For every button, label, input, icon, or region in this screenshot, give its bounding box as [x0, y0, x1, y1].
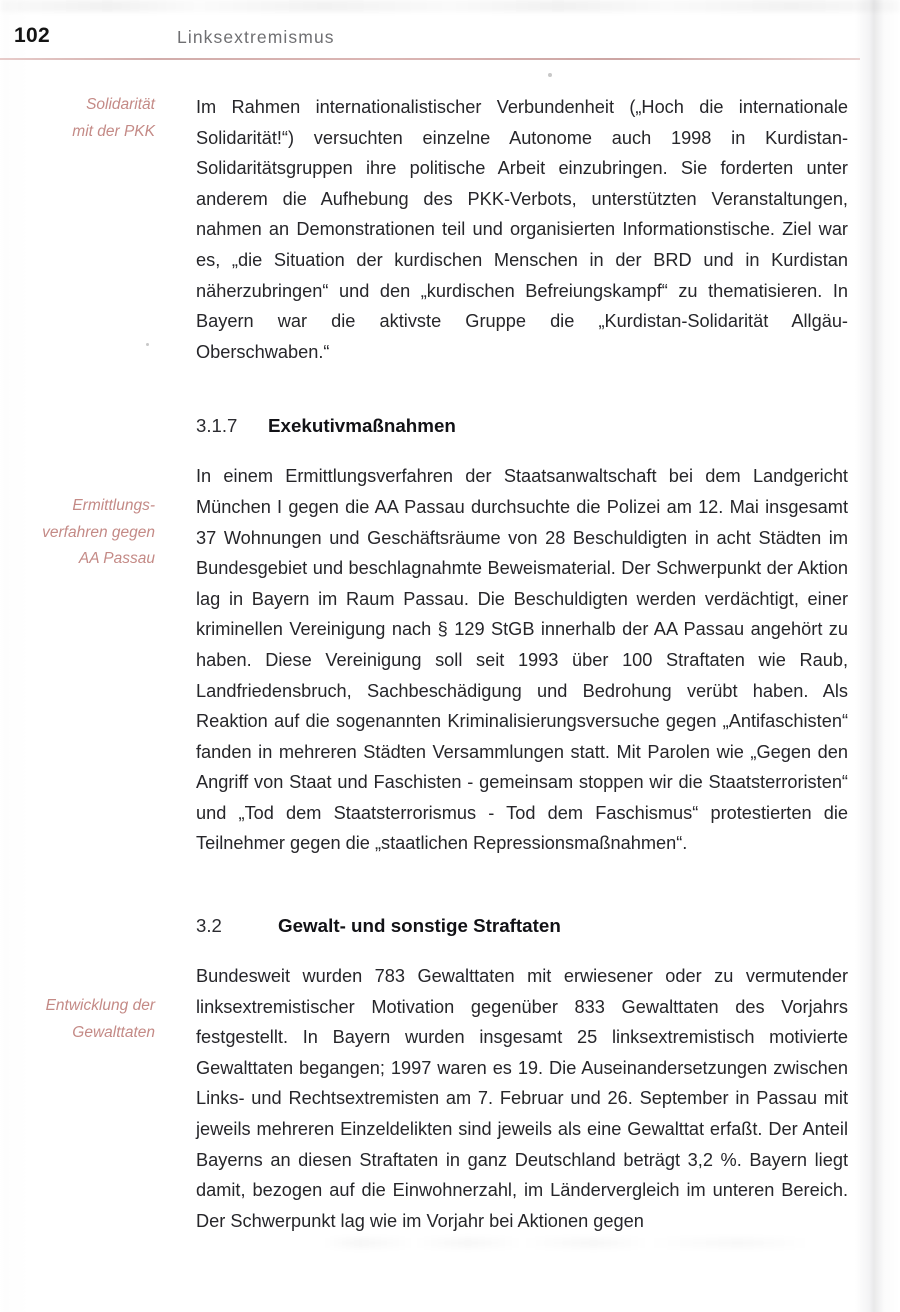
- heading-title: Exekutivmaßnahmen: [268, 415, 456, 437]
- page-number: 102: [14, 24, 50, 47]
- page-content: [0, 92, 900, 1236]
- spacer: [0, 367, 900, 415]
- heading-3-1-7: [196, 415, 848, 437]
- marginal-note-entwicklung: Entwicklung der Gewalttaten: [45, 997, 155, 1041]
- spacer: [0, 437, 900, 461]
- scan-artifact-top: [0, 0, 900, 12]
- section-block-gewalttaten: [0, 961, 900, 1236]
- running-head-title: Linksextremismus: [177, 27, 335, 47]
- marginal-note-ermittlungsverfahren: Ermittlungs- verfahren gegen AA Passau: [42, 497, 155, 568]
- running-head: [14, 24, 862, 54]
- heading-number: 3.1.7: [196, 415, 238, 437]
- spacer: [0, 859, 900, 915]
- section-block-pkk: [0, 92, 900, 367]
- heading-3-2: [196, 915, 848, 937]
- heading-title: Gewalt- und sonstige Straftaten: [278, 915, 561, 937]
- section-block-ermittlungsverfahren: [0, 461, 900, 859]
- scan-speck: [548, 73, 552, 77]
- paragraph-ermittlungsverfahren: In einem Ermittlungsverfahren der Staatsanwaltschaft bei dem Landgericht München I gegen die AA Passau durchsuchte die Polizei am 12. Mai insgesamt 37 Wohnungen und Geschäftsräume von 28 Beschuldigten in acht Städten im Bundesgebiet und beschlagnahmte Beweismaterial. Der Schwerpunkt der Aktion lag in Bayern im Raum Passau. Die Beschuldigten werden verdächtigt, einer kriminellen Vereinigung nach § 129 StGB innerhalb der AA Passau angehört zu haben. Diese Vereinigung soll seit 1993 über 100 Straftaten wie Raub, Landfriedensbruch, Sachbeschädigung und Bedrohung verübt haben. Als Reaktion auf die sogenannten Kriminalisierungsversuche gegen „Antifaschisten“ fanden in mehreren Städten Versammlungen statt. Mit Parolen wie „Gegen den Angriff von Staat und Faschisten - gemeinsam stoppen wir die Staatsterroristen“ und „Tod dem Staatsterrorismus - Tod dem Faschismus“ protestierten die Teilnehmer gegen die „staatlichen Repressionsmaßnahmen“.: [196, 466, 848, 854]
- marginal-note-solidaritaet: Solidarität mit der PKK: [72, 96, 155, 140]
- scan-artifact-bottom: [0, 1238, 900, 1248]
- heading-number: 3.2: [196, 915, 222, 937]
- paragraph-gewalttaten: Bundesweit wurden 783 Gewalttaten mit erwiesener oder zu vermutender linksextremistischer Motivation gegenüber 833 Gewalttaten des Vorjahrs festgestellt. In Bayern wurden insgesamt 25 linksextremistisch motivierte Gewalttaten begangen; 1997 waren es 19. Die Auseinandersetzungen zwischen Links- und Rechtsextremisten am 7. Februar und 26. September in Passau mit jeweils mehreren Einzeldelikten sind jeweils als eine Gewalttat erfaßt. Der Anteil Bayerns an diesen Straftaten in ganz Deutschland beträgt 3,2 %. Bayern liegt damit, bezogen auf die Einwohnerzahl, im Ländervergleich im unteren Bereich. Der Schwerpunkt lag wie im Vorjahr bei Aktionen gegen: [196, 966, 848, 1231]
- spacer: [0, 937, 900, 961]
- paragraph-pkk: Im Rahmen internationalistischer Verbundenheit („Hoch die internationale Solidarität!“) versuchten einzelne Autonome auch 1998 in Kurdistan-Solidaritätsgruppen ihre politische Arbeit einzubringen. Sie forderten unter anderem die Aufhebung des PKK-Verbots, unterstützten Veranstaltungen, nahmen an Demonstrationen teil und organisierten Informationstische. Ziel war es, „die Situation der kurdischen Menschen in der BRD und in Kurdistan näherzubringen“ und den „kurdischen Befreiungskampf“ zu thematisieren. In Bayern war die aktivste Gruppe die „Kurdistan-Solidarität Allgäu-Oberschwaben.“: [196, 97, 848, 362]
- header-rule: [0, 58, 860, 60]
